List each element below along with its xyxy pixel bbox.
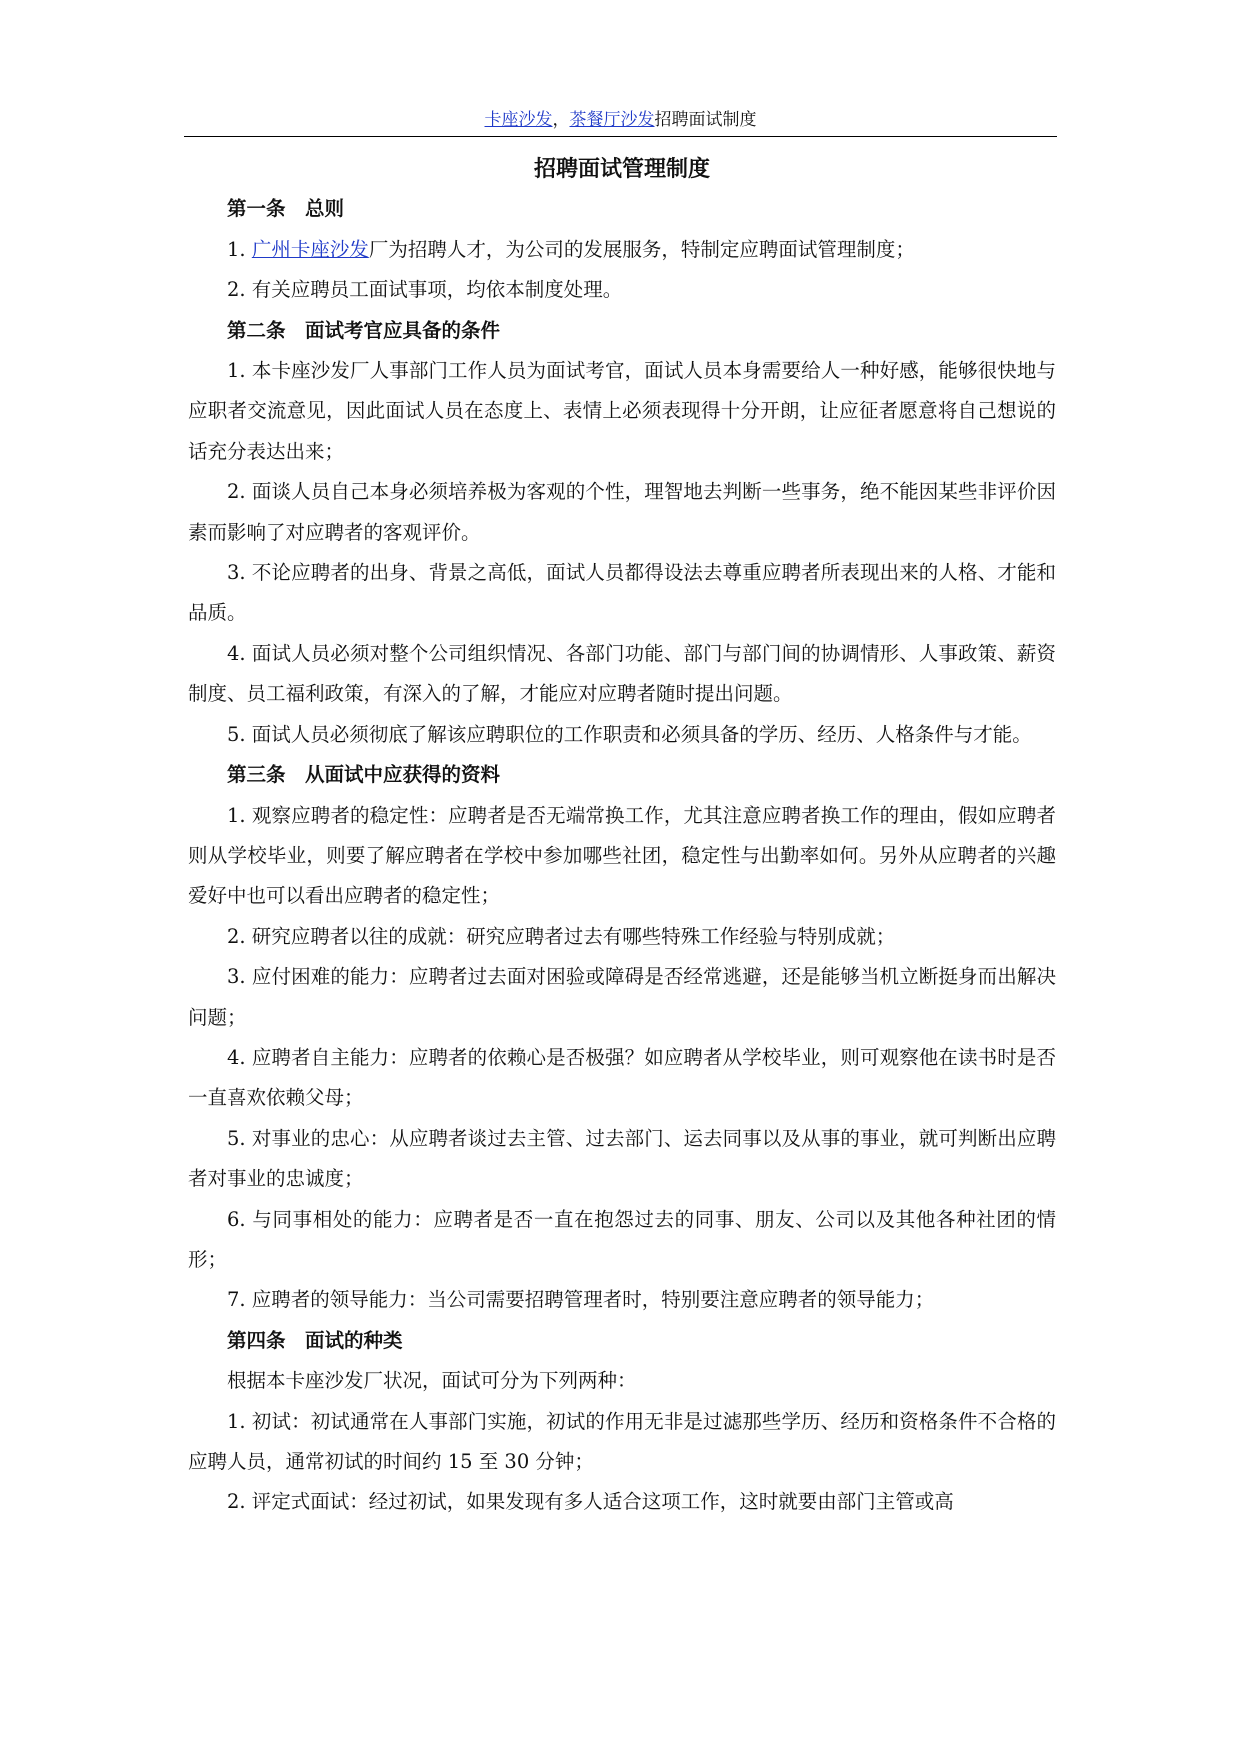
paragraph: 1. 初试：初试通常在人事部门实施，初试的作用无非是过滤那些学历、经历和资格条件不合格的应聘人员，通常初试的时间约 15 至 30 分钟； [188, 1409, 1056, 1473]
paragraph: 7. 应聘者的领导能力：当公司需要招聘管理者时，特别要注意应聘者的领导能力； [227, 1288, 935, 1312]
header-divider [184, 136, 1057, 137]
paragraph: 6. 与同事相处的能力：应聘者是否一直在抱怨过去的同事、朋友、公司以及其他各种社团的情形； [188, 1207, 1056, 1271]
item-number: 1. [227, 237, 252, 261]
paragraph: 根据本卡座沙发厂状况，面试可分为下列两种： [227, 1369, 637, 1393]
header-link-tea-restaurant-sofa[interactable]: 茶餐厅沙发 [569, 110, 655, 130]
paragraph: 1. 本卡座沙发厂人事部门工作人员为面试考官，面试人员本身需要给人一种好感，能够很快地与应职者交流意见，因此面试人员在态度上、表情上必须表现得十分开朗，让应征者愿意将自己想说的话充分表达出来； [188, 359, 1056, 463]
header-link-kazuo-sofa[interactable]: 卡座沙发 [484, 110, 553, 130]
section-heading-3: 第三条 从面试中应获得的资料 [227, 763, 501, 787]
paragraph: 2. 有关应聘员工面试事项，均依本制度处理。 [227, 278, 623, 302]
paragraph: 2. 面谈人员自己本身必须培养极为客观的个性，理智地去判断一些事务，绝不能因某些非评价因素而影响了对应聘者的客观评价。 [188, 480, 1056, 544]
paragraph: 2. 研究应聘者以往的成就：研究应聘者过去有哪些特殊工作经验与特别成就； [227, 924, 896, 948]
document-title: 招聘面试管理制度 [533, 156, 710, 182]
paragraph-text: 厂为招聘人才，为公司的发展服务，特制定应聘面试管理制度； [368, 237, 915, 261]
paragraph: 4. 面试人员必须对整个公司组织情况、各部门功能、部门与部门间的协调情形、人事政策、薪资制度、员工福利政策，有深入的了解，才能应对应聘者随时提出问题。 [188, 641, 1056, 706]
section-heading-4: 第四条 面试的种类 [227, 1328, 403, 1352]
body-link-guangzhou-kazuo-sofa[interactable]: 广州卡座沙发 [251, 237, 369, 261]
paragraph: 5. 面试人员必须彻底了解该应聘职位的工作职责和必须具备的学历、经历、人格条件与才能。 [227, 722, 1032, 746]
section-heading-2: 第二条 面试考官应具备的条件 [227, 318, 501, 342]
paragraph: 5. 对事业的忠心：从应聘者谈过去主管、过去部门、运去同事以及从事的事业，就可判断出应聘者对事业的忠诚度； [188, 1126, 1056, 1191]
header-separator: ， [552, 110, 570, 130]
paragraph: 2. 评定式面试：经过初试，如果发现有多人适合这项工作，这时就要由部门主管或高 [227, 1490, 954, 1514]
paragraph: 1. 观察应聘者的稳定性：应聘者是否无端常换工作，尤其注意应聘者换工作的理由，假如应聘者则从学校毕业，则要了解应聘者在学校中参加哪些社团，稳定性与出勤率如何。另外从应聘者的兴趣爱好中也可以看出应聘者的稳定性； [188, 803, 1056, 908]
paragraph: 3. 应付困难的能力：应聘者过去面对困验或障碍是否经常逃避，还是能够当机立断挺身而出解决问题； [188, 965, 1056, 1029]
paragraph: 3. 不论应聘者的出身、背景之高低，面试人员都得设法去尊重应聘者所表现出来的人格、才能和品质。 [188, 561, 1056, 625]
paragraph: 4. 应聘者自主能力：应聘者的依赖心是否极强？如应聘者从学校毕业，则可观察他在读书时是否一直喜欢依赖父母； [188, 1045, 1056, 1110]
header-text: 招聘面试制度 [654, 110, 757, 130]
paragraph [188, 230, 1056, 270]
page-header [184, 108, 1057, 132]
section-heading-1: 第一条 总则 [227, 197, 345, 221]
document-body [188, 149, 1056, 1523]
